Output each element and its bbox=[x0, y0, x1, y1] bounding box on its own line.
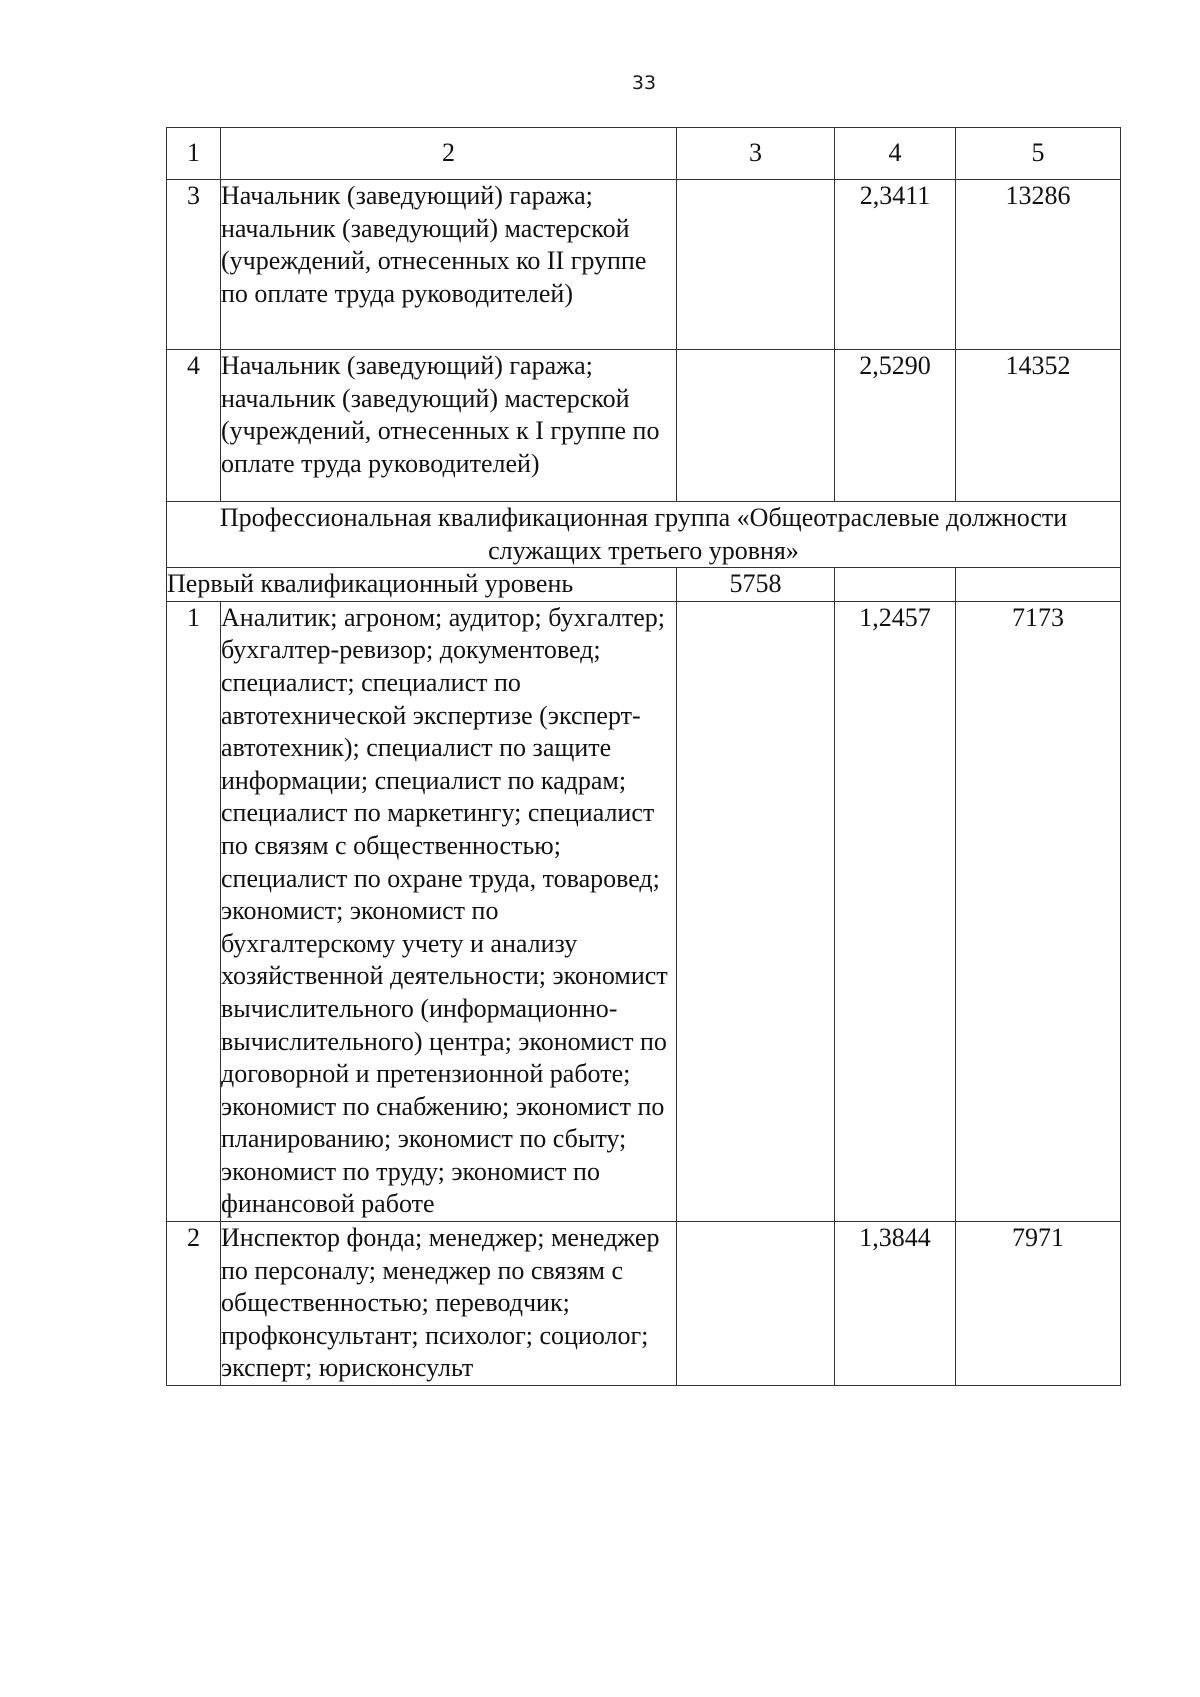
salary-value: 7173 bbox=[956, 601, 1121, 1221]
position-description: Инспектор фонда; менеджер; менеджер по персоналу; менеджер по связям с общественностью; переводчик; профконсультант; психолог; социолог; эксперт; юрисконсульт bbox=[221, 1222, 677, 1386]
coefficient-value: 2,5290 bbox=[835, 350, 956, 502]
base-salary-value: 5758 bbox=[677, 568, 835, 602]
position-description: Начальник (заведующий) гаража; начальник (заведующий) мастерской (учреждений, отнесенных ко II группе по оплате труда руководителей) bbox=[221, 180, 677, 350]
table-row bbox=[167, 350, 1121, 502]
row-number: 4 bbox=[167, 350, 221, 502]
row-number: 2 bbox=[167, 1222, 221, 1386]
header-cell-4: 4 bbox=[835, 128, 956, 180]
empty-cell bbox=[835, 568, 956, 602]
table-row bbox=[167, 180, 1121, 350]
page-number: 33 bbox=[631, 72, 657, 94]
column-3-value bbox=[677, 350, 835, 502]
table-row bbox=[167, 1222, 1121, 1386]
coefficient-value: 1,2457 bbox=[835, 601, 956, 1221]
salary-value: 14352 bbox=[956, 350, 1121, 502]
row-number: 3 bbox=[167, 180, 221, 350]
coefficient-value: 1,3844 bbox=[835, 1222, 956, 1386]
column-3-value bbox=[677, 601, 835, 1221]
salary-value: 13286 bbox=[956, 180, 1121, 350]
table-header-row bbox=[167, 128, 1121, 180]
position-description: Начальник (заведующий) гаража; начальник (заведующий) мастерской (учреждений, отнесенных к I группе по оплате труда руководителей) bbox=[221, 350, 677, 502]
header-cell-5: 5 bbox=[956, 128, 1121, 180]
column-3-value bbox=[677, 180, 835, 350]
qualification-level-label: Первый квалификационный уровень bbox=[167, 568, 677, 602]
position-description: Аналитик; агроном; аудитор; бухгалтер; бухгалтер-ревизор; документовед; специалист; специалист по автотехнической экспертизе (эксперт-автотехник); специалист по защите информации; специалист по кадрам; специалист по маркетингу; специалист по связям с общественностью; специалист по охране труда, товаровед; экономист; экономист по бухгалтерскому учету и анализу хозяйственной деятельности; экономист вычислительного (информационно-вычислительного) центра; экономист по договорной и претензионной работе; экономист по снабжению; экономист по планированию; экономист по сбыту; экономист по труду; экономист по финансовой работе bbox=[221, 601, 677, 1221]
salary-value: 7971 bbox=[956, 1222, 1121, 1386]
table-row bbox=[167, 601, 1121, 1221]
qualification-group-title: Профессиональная квалификационная группа «Общеотраслевые должности служащих третьего уровня» bbox=[167, 502, 1121, 568]
coefficient-value: 2,3411 bbox=[835, 180, 956, 350]
level-row bbox=[167, 568, 1121, 602]
header-cell-3: 3 bbox=[677, 128, 835, 180]
salary-table bbox=[166, 127, 1121, 1386]
row-number: 1 bbox=[167, 601, 221, 1221]
column-3-value bbox=[677, 1222, 835, 1386]
empty-cell bbox=[956, 568, 1121, 602]
header-cell-2: 2 bbox=[221, 128, 677, 180]
header-cell-1: 1 bbox=[167, 128, 221, 180]
group-row bbox=[167, 502, 1121, 568]
